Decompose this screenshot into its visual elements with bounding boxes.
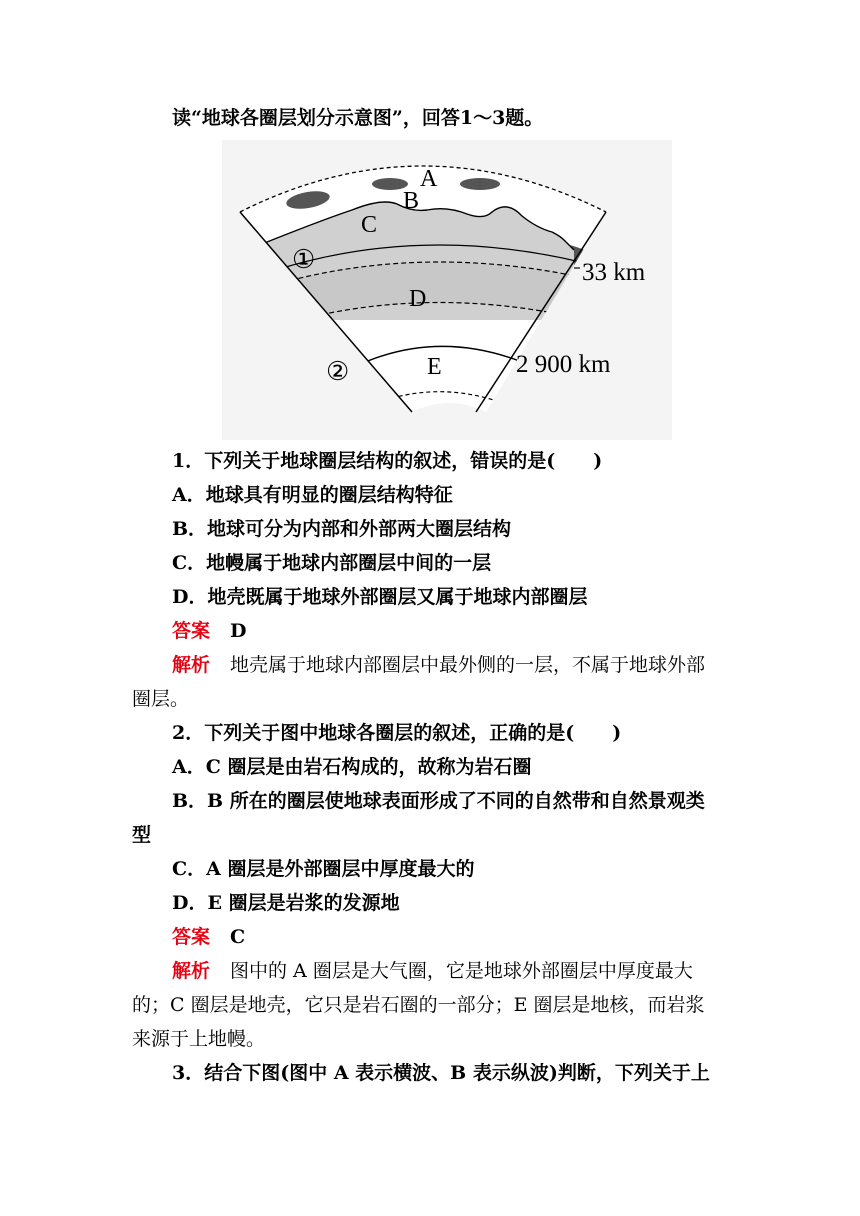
q1-option-b: B．地球可分为内部和外部两大圈层结构 <box>172 518 512 540</box>
marker-2: ② <box>326 357 350 386</box>
q2-analysis <box>172 959 693 983</box>
label-d: D <box>409 286 427 312</box>
answer-label: 答案 <box>172 620 211 642</box>
label-c: C <box>361 212 378 238</box>
q2-analysis-cont-2: 来源于上地幔。 <box>132 1028 266 1050</box>
q2-option-b: B．B 所在的圈层使地球表面形成了不同的自然带和自然景观类 <box>172 790 705 812</box>
q1-stem: 1．下列关于地球圈层结构的叙述，错误的是( ) <box>172 450 603 472</box>
depth-2900-label: 2 900 km <box>516 351 611 378</box>
answer-value: C <box>230 926 246 948</box>
q1-option-d: D．地壳既属于地球外部圈层又属于地球内部圈层 <box>172 586 588 608</box>
label-a: A <box>420 166 438 192</box>
q1-option-c: C．地幔属于地球内部圈层中间的一层 <box>172 552 492 574</box>
analysis-text: 图中的 A 圈层是大气圈，它是地球外部圈层中厚度最大 <box>230 960 693 982</box>
q2-option-b-cont: 型 <box>132 824 152 846</box>
analysis-label: 解析 <box>172 654 211 676</box>
q3-stem: 3．结合下图(图中 A 表示横波、B 表示纵波)判断，下列关于上 <box>172 1062 710 1084</box>
marker-1: ① <box>292 245 316 274</box>
q1-analysis-cont: 圈层。 <box>132 688 190 710</box>
analysis-text: 地壳属于地球内部圈层中最外侧的一层，不属于地球外部 <box>230 654 706 676</box>
q2-analysis-cont-1: 的；C 圈层是地壳，它只是岩石圈的一部分；E 圈层是地核，而岩浆 <box>132 994 705 1016</box>
earth-layers-diagram <box>222 140 672 440</box>
q2-option-a: A．C 圈层是由岩石构成的，故称为岩石圈 <box>172 756 532 778</box>
q1-option-a: A．地球具有明显的圈层结构特征 <box>172 484 453 506</box>
label-e: E <box>427 354 442 380</box>
answer-label: 答案 <box>172 926 211 948</box>
depth-33-label: 33 km <box>582 259 646 286</box>
q2-answer <box>172 925 245 949</box>
q2-stem: 2．下列关于图中地球各圈层的叙述，正确的是( ) <box>172 722 622 744</box>
intro-text: 读“地球各圈层划分示意图”，回答1～3题。 <box>172 107 544 129</box>
q1-analysis <box>172 653 705 677</box>
q2-option-d: D．E 圈层是岩浆的发源地 <box>172 892 400 914</box>
answer-value: D <box>230 620 247 642</box>
q2-option-c: C．A 圈层是外部圈层中厚度最大的 <box>172 858 475 880</box>
q1-answer <box>172 619 247 643</box>
label-b: B <box>403 188 420 214</box>
analysis-label: 解析 <box>172 960 211 982</box>
